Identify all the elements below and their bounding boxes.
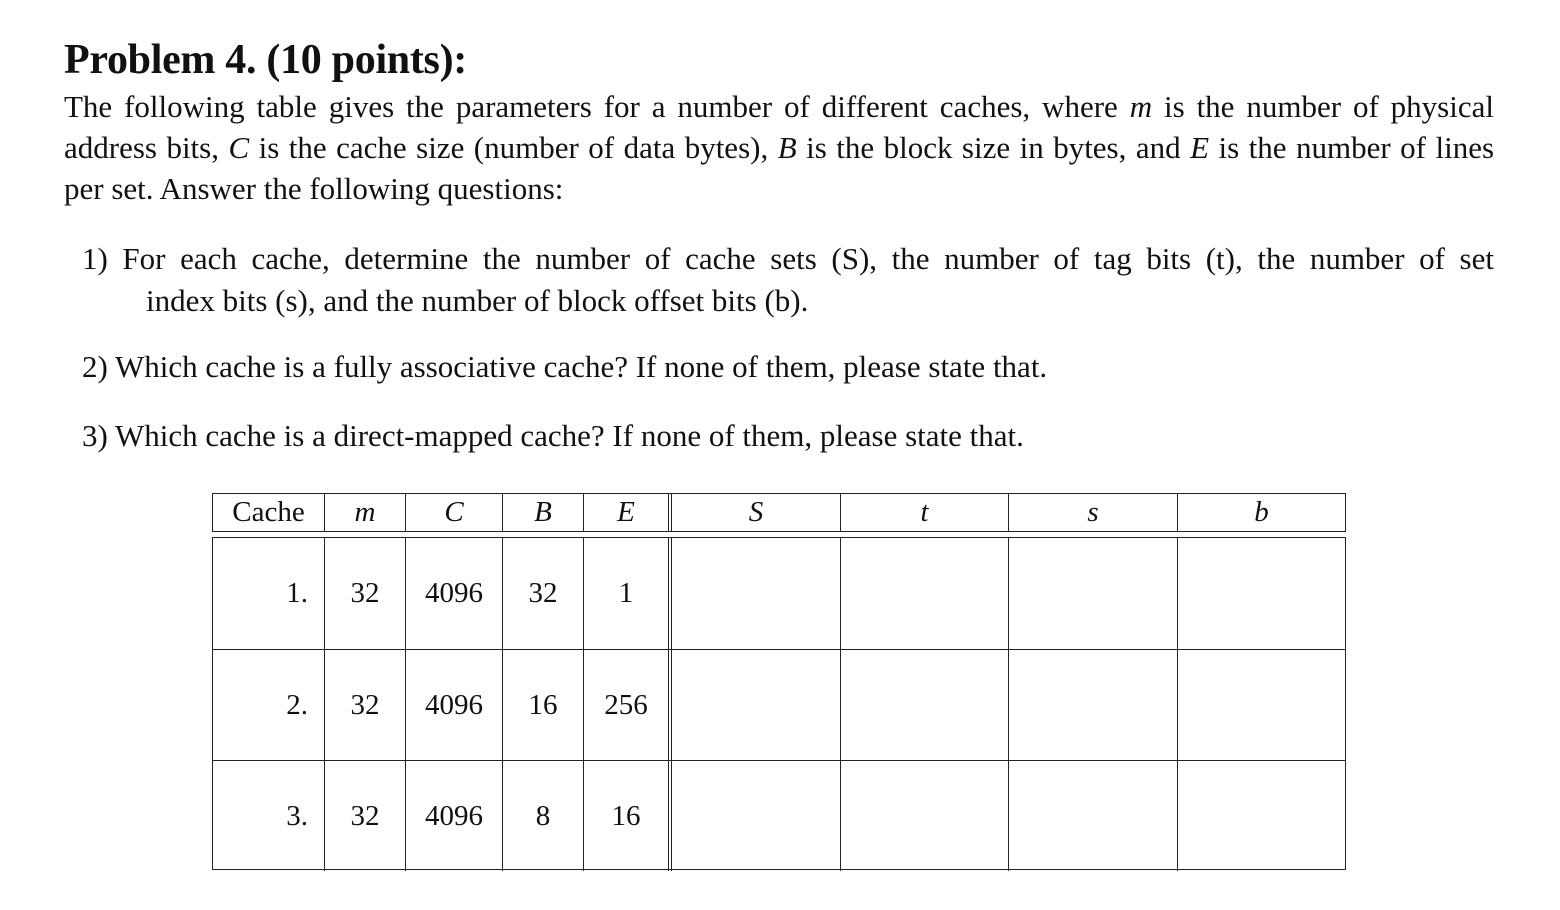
header-b: b <box>1254 496 1269 528</box>
question-1 <box>82 238 1494 322</box>
var-B: B <box>777 130 797 165</box>
cell-t-answer[interactable] <box>841 761 1009 871</box>
cell-B: 32 <box>503 538 584 649</box>
header-s: s <box>1009 494 1178 531</box>
cell-B: 8 <box>503 761 584 871</box>
header-cache: Cache <box>213 494 325 531</box>
intro-text-5: is the number of lines per set. Answer the following questions: <box>64 130 1495 206</box>
cell-S-answer[interactable] <box>672 538 841 649</box>
question-2: 2) Which cache is a fully associative cache? If none of them, please state that. <box>82 349 1048 384</box>
cell-C: 4096 <box>406 761 503 871</box>
cell-b-answer[interactable] <box>1178 538 1345 649</box>
intro-text-3: is the cache size (number of data bytes), <box>249 130 778 165</box>
cell-cache: 3. <box>213 761 325 871</box>
problem-title: Problem 4. (10 points): <box>64 37 467 83</box>
question-1-line-2: index bits (s), and the number of block offset bits (b). <box>146 283 809 318</box>
cell-m: 32 <box>325 761 406 871</box>
header-E: E <box>584 494 672 531</box>
cell-s-answer[interactable] <box>1009 761 1178 871</box>
cell-b-answer[interactable] <box>1178 761 1345 871</box>
header-t: t <box>841 494 1009 531</box>
cell-m: 32 <box>325 538 406 649</box>
cell-C: 4096 <box>406 538 503 649</box>
intro-text-4: is the block size in bytes, and <box>796 130 1191 165</box>
var-C: C <box>228 130 250 165</box>
var-m: m <box>1129 89 1153 124</box>
intro-text-2: is the number of physical address bits, <box>64 89 1494 165</box>
cell-E: 16 <box>584 761 672 871</box>
cell-S-answer[interactable] <box>672 650 841 760</box>
header-B: B <box>503 494 584 531</box>
table-row <box>213 760 1345 871</box>
cell-cache: 2. <box>213 650 325 760</box>
problem-intro <box>64 86 1494 209</box>
cell-t-answer[interactable] <box>841 538 1009 649</box>
cell-s-answer[interactable] <box>1009 538 1178 649</box>
cell-t-answer[interactable] <box>841 650 1009 760</box>
header-S: S <box>672 494 841 531</box>
var-E: E <box>1190 130 1210 165</box>
question-3: 3) Which cache is a direct-mapped cache? If none of them, please state that. <box>82 418 1024 453</box>
cell-S-answer[interactable] <box>672 761 841 871</box>
cell-E: 1 <box>584 538 672 649</box>
cell-b-answer[interactable] <box>1178 650 1345 760</box>
intro-text-1: The following table gives the parameters for a number of different caches, where <box>64 89 1130 124</box>
cell-E: 256 <box>584 650 672 760</box>
table-row <box>213 649 1345 760</box>
header-m: m <box>325 494 406 531</box>
table-header <box>212 493 1346 532</box>
cell-s-answer[interactable] <box>1009 650 1178 760</box>
cell-C: 4096 <box>406 650 503 760</box>
table-body <box>212 537 1346 870</box>
question-1-line-1: 1) For each cache, determine the number of cache sets (S), the number of tag bits (t), the number of set <box>82 241 1494 276</box>
table-row <box>213 538 1345 649</box>
cell-B: 16 <box>503 650 584 760</box>
cell-m: 32 <box>325 650 406 760</box>
header-C: C <box>406 494 503 531</box>
cell-cache: 1. <box>213 538 325 649</box>
